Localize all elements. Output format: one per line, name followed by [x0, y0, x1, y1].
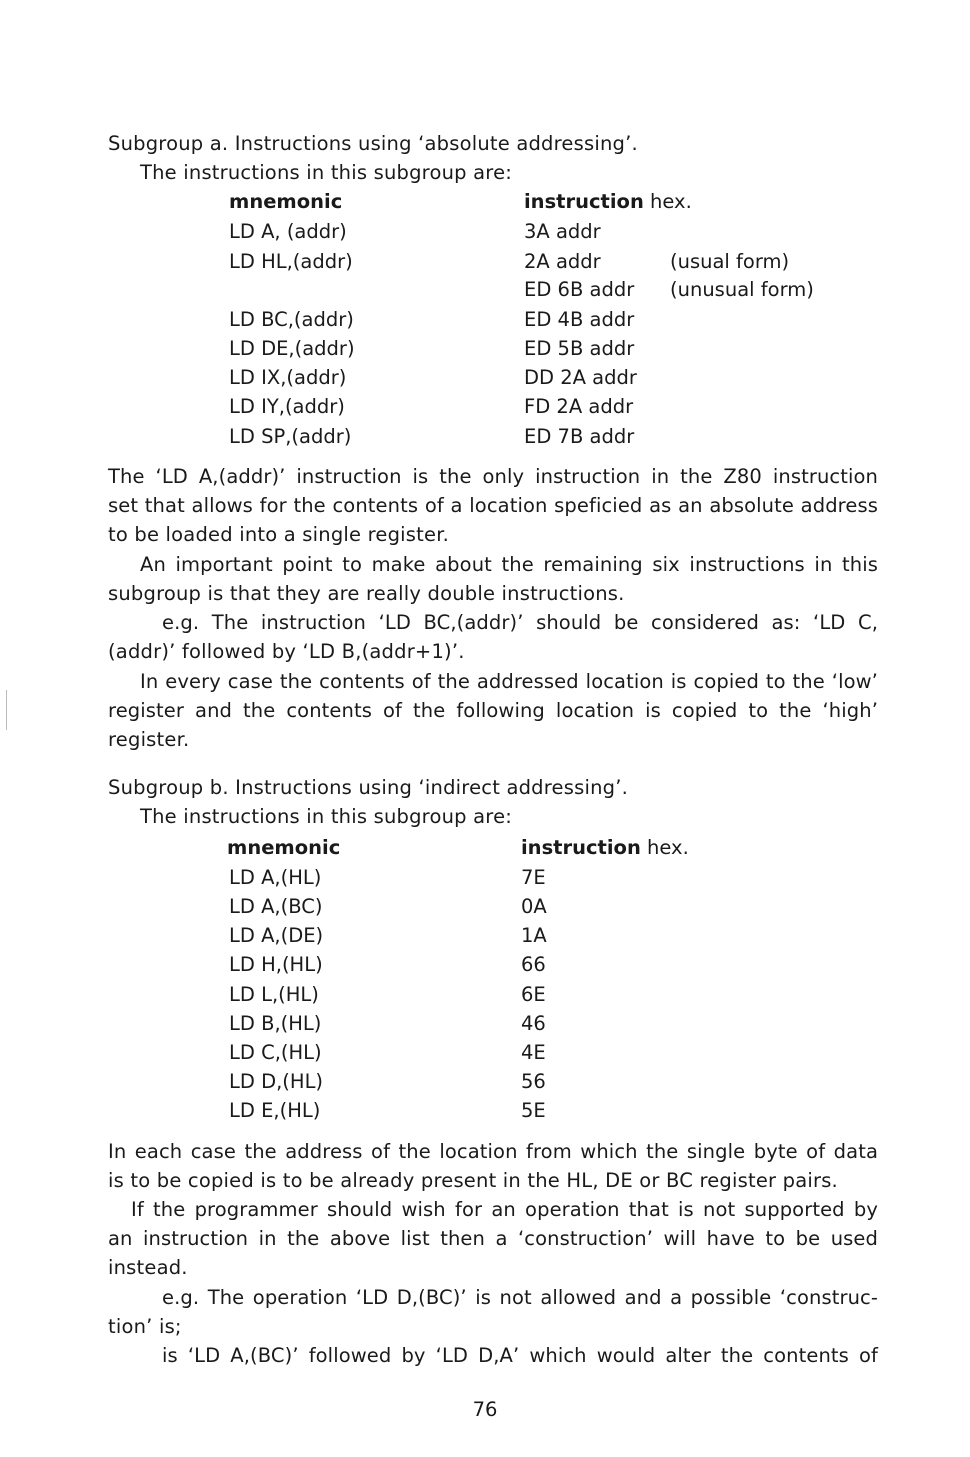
paragraph-line: register.: [108, 728, 190, 751]
paragraph-line: register and the contents of the following location is copied to the ‘high’: [108, 699, 878, 722]
hex-cell: ED 7B addr: [524, 425, 635, 448]
paragraph-line: The ‘LD A,(addr)’ instruction is the only instruction in the Z80 instruction: [108, 465, 878, 488]
hex-cell: 56: [521, 1070, 546, 1093]
paragraph-line: An important point to make about the remaining six instructions in this: [140, 553, 878, 576]
column-header-instruction: [521, 836, 689, 860]
mnemonic-cell: LD A, (addr): [229, 220, 347, 243]
column-header-instruction-rest: hex.: [640, 836, 689, 859]
paragraph-line: is to be copied is to be already present in the HL, DE or BC register pairs.: [108, 1169, 838, 1192]
paragraph-line: is ‘LD A,(BC)’ followed by ‘LD D,A’ which would alter the contents of: [162, 1344, 878, 1367]
paragraph-line: In each case the address of the location from which the single byte of data: [108, 1140, 878, 1163]
subgroup-b-heading: Subgroup b. Instructions using ‘indirect addressing’.: [108, 776, 628, 799]
mnemonic-cell: LD A,(DE): [229, 924, 324, 947]
paragraph-line: tion’ is;: [108, 1315, 182, 1338]
hex-cell: 6E: [521, 983, 546, 1006]
mnemonic-cell: LD IY,(addr): [229, 395, 345, 418]
hex-cell: ED 6B addr: [524, 278, 635, 301]
column-header-mnemonic: mnemonic: [227, 836, 341, 859]
note-cell: (unusual form): [670, 278, 814, 301]
hex-cell: DD 2A addr: [524, 366, 637, 389]
hex-cell: 5E: [521, 1099, 546, 1122]
mnemonic-cell: LD E,(HL): [229, 1099, 321, 1122]
paragraph-line: set that allows for the contents of a location speficied as an absolute address: [108, 494, 878, 517]
column-header-mnemonic: mnemonic: [229, 190, 343, 213]
hex-cell: 2A addr: [524, 250, 601, 273]
hex-cell: 1A: [521, 924, 547, 947]
mnemonic-cell: LD HL,(addr): [229, 250, 353, 273]
paragraph-line: instead.: [108, 1256, 188, 1279]
mnemonic-cell: LD H,(HL): [229, 953, 323, 976]
mnemonic-cell: LD A,(BC): [229, 895, 323, 918]
hex-cell: 66: [521, 953, 546, 976]
paragraph-line: subgroup is that they are really double instructions.: [108, 582, 625, 605]
subgroup-b-intro: The instructions in this subgroup are:: [140, 805, 513, 828]
hex-cell: ED 5B addr: [524, 337, 635, 360]
paragraph-line: an instruction in the above list then a ‘construction’ will have to be used: [108, 1227, 878, 1250]
mnemonic-cell: LD IX,(addr): [229, 366, 347, 389]
paragraph-line: to be loaded into a single register.: [108, 523, 450, 546]
scan-margin-mark: [6, 690, 7, 730]
mnemonic-cell: LD C,(HL): [229, 1041, 322, 1064]
paragraph-line: (addr)’ followed by ‘LD B,(addr+1)’.: [108, 640, 465, 663]
paragraph-line: In every case the contents of the addressed location is copied to the ‘low’: [140, 670, 878, 693]
hex-cell: 46: [521, 1012, 546, 1035]
hex-cell: 4E: [521, 1041, 546, 1064]
mnemonic-cell: LD SP,(addr): [229, 425, 352, 448]
mnemonic-cell: LD B,(HL): [229, 1012, 322, 1035]
subgroup-a-intro: The instructions in this subgroup are:: [140, 161, 513, 184]
mnemonic-cell: LD A,(HL): [229, 866, 322, 889]
paragraph-line: e.g. The instruction ‘LD BC,(addr)’ should be considered as: ‘LD C,: [162, 611, 878, 634]
mnemonic-cell: LD DE,(addr): [229, 337, 355, 360]
column-header-instruction-bold: instruction: [521, 836, 641, 859]
mnemonic-cell: LD BC,(addr): [229, 308, 354, 331]
paragraph-line: If the programmer should wish for an operation that is not supported by: [131, 1198, 878, 1221]
mnemonic-cell: LD L,(HL): [229, 983, 319, 1006]
hex-cell: ED 4B addr: [524, 308, 635, 331]
column-header-instruction: [524, 190, 692, 214]
column-header-instruction-rest: hex.: [643, 190, 692, 213]
hex-cell: FD 2A addr: [524, 395, 634, 418]
paragraph-line: e.g. The operation ‘LD D,(BC)’ is not allowed and a possible ‘construc-: [162, 1286, 878, 1309]
column-header-instruction-bold: instruction: [524, 190, 644, 213]
hex-cell: 0A: [521, 895, 547, 918]
hex-cell: 7E: [521, 866, 546, 889]
hex-cell: 3A addr: [524, 220, 601, 243]
subgroup-a-heading: Subgroup a. Instructions using ‘absolute addressing’.: [108, 132, 638, 155]
mnemonic-cell: LD D,(HL): [229, 1070, 324, 1093]
page-number: 76: [472, 1398, 498, 1421]
note-cell: (usual form): [670, 250, 790, 273]
